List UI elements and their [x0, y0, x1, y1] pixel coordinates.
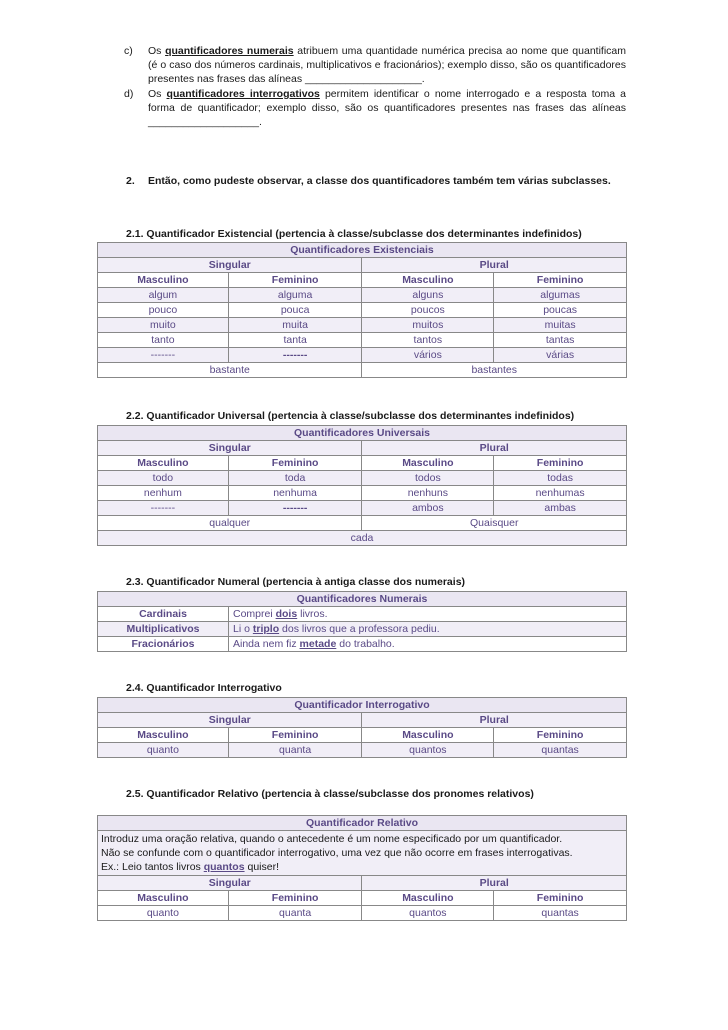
table-row	[98, 637, 627, 652]
example-text: Li o	[233, 622, 250, 635]
table-row	[98, 333, 627, 348]
table-cell: ambas	[494, 501, 627, 516]
table-cell: nenhuma	[228, 486, 362, 501]
table-cell: todo	[98, 471, 229, 486]
table-cell: bastante	[98, 363, 362, 378]
section-2-3-heading: 2.3. Quantificador Numeral (pertencia à antiga classe dos numerais)	[126, 576, 466, 588]
numeral-row-label: Fracionários	[98, 637, 229, 652]
numeral-caption: Quantificadores Numerais	[98, 592, 627, 607]
example-text: Ex.: Leio tantos livros	[101, 861, 201, 873]
numeral-row-label: Cardinais	[98, 607, 229, 622]
item-d-term: quantificadores interrogativos	[166, 88, 320, 100]
table-row	[98, 303, 627, 318]
universal-table	[97, 425, 627, 546]
section-2-4-heading: 2.4. Quantificador Interrogativo	[126, 682, 282, 694]
numeral-row-label: Multiplicativos	[98, 622, 229, 637]
interrogative-caption: Quantificador Interrogativo	[98, 698, 627, 713]
table-cell: alguma	[228, 288, 362, 303]
table-cell: cada	[98, 531, 627, 546]
table-cell: quantos	[362, 743, 494, 758]
table-row	[98, 743, 627, 758]
table-cell: quanto	[98, 743, 229, 758]
table-row	[98, 471, 627, 486]
table-cell: -------	[228, 348, 362, 363]
table-cell: nenhuns	[362, 486, 494, 501]
question-2-number: 2.	[126, 175, 135, 187]
universal-plural-header: Plural	[362, 441, 627, 456]
table-cell: tantos	[362, 333, 494, 348]
table-row	[98, 501, 627, 516]
relative-description	[98, 831, 627, 876]
universal-singular-header: Singular	[98, 441, 362, 456]
relative-singular-header: Singular	[98, 876, 362, 891]
table-cell: nenhumas	[494, 486, 627, 501]
table-row	[98, 906, 627, 921]
relative-description-line: Introduz uma oração relativa, quando o antecedente é um nome especificado por um quantificador.	[101, 833, 563, 845]
example-highlight: triplo	[252, 622, 280, 635]
table-cell: poucos	[362, 303, 494, 318]
example-text: dos livros que a professora pediu.	[282, 622, 440, 635]
column-header: Masculino	[362, 728, 494, 743]
table-cell: qualquer	[98, 516, 362, 531]
numeral-row-example	[229, 607, 627, 622]
numeral-row-example	[229, 637, 627, 652]
example-text: livros.	[300, 607, 328, 620]
example-highlight: dois	[275, 607, 298, 620]
table-row	[98, 486, 627, 501]
item-marker-c: c)	[124, 45, 133, 57]
table-cell: todas	[494, 471, 627, 486]
table-cell: muitas	[494, 318, 627, 333]
table-row	[98, 622, 627, 637]
existential-singular-header: Singular	[98, 258, 362, 273]
relative-caption: Quantificador Relativo	[98, 816, 627, 831]
section-2-5-heading: 2.5. Quantificador Relativo (pertencia à classe/subclasse dos pronomes relativos)	[126, 788, 534, 800]
column-header: Masculino	[98, 273, 229, 288]
table-cell: tanto	[98, 333, 229, 348]
column-header: Masculino	[362, 273, 494, 288]
table-row	[98, 516, 627, 531]
item-d-text: permitem identificar o nome interrogado e a resposta toma a forma de quantificador; exemplo disso, são os quantificadores presentes nas frases das alíneas ___________________.	[148, 88, 626, 128]
example-highlight: metade	[299, 637, 337, 650]
table-row	[98, 288, 627, 303]
column-header: Feminino	[228, 891, 362, 906]
item-c-paragraph	[148, 44, 626, 86]
table-cell: poucas	[494, 303, 627, 318]
column-header: Feminino	[494, 728, 627, 743]
table-row	[98, 363, 627, 378]
numeral-table	[97, 591, 627, 652]
item-c-pre: Os	[148, 45, 162, 57]
table-row	[98, 348, 627, 363]
item-c-text: atribuem uma quantidade numérica precisa ao nome que quantificam (é o caso dos números cardinais, multiplicativos e fracionários); exemplo disso, são os quantificadores presentes nas frases das alíneas ____________________.	[148, 45, 627, 85]
table-cell: bastantes	[362, 363, 627, 378]
table-cell: todos	[362, 471, 494, 486]
table-cell: quanto	[98, 906, 229, 921]
universal-caption: Quantificadores Universais	[98, 426, 627, 441]
question-2-text: Então, como pudeste observar, a classe dos quantificadores também tem várias subclasses.	[148, 175, 611, 187]
table-cell: muitos	[362, 318, 494, 333]
table-cell: alguns	[362, 288, 494, 303]
relative-example	[101, 860, 623, 874]
table-cell: ambos	[362, 501, 494, 516]
numeral-row-example	[229, 622, 627, 637]
table-cell: quanta	[228, 906, 362, 921]
example-text: quiser!	[247, 861, 279, 873]
table-cell: pouco	[98, 303, 229, 318]
table-cell: tanta	[228, 333, 362, 348]
table-row	[98, 607, 627, 622]
column-header: Masculino	[98, 891, 229, 906]
table-cell: algum	[98, 288, 229, 303]
item-c-term: quantificadores numerais	[165, 45, 294, 57]
table-row	[98, 531, 627, 546]
table-cell: Quaisquer	[362, 516, 627, 531]
table-cell: algumas	[494, 288, 627, 303]
interrogative-table	[97, 697, 627, 758]
item-marker-d: d)	[124, 88, 134, 100]
table-cell: vários	[362, 348, 494, 363]
interrogative-plural-header: Plural	[362, 713, 627, 728]
section-2-2-heading: 2.2. Quantificador Universal (pertencia à classe/subclasse dos determinantes indefinidos)	[126, 410, 575, 422]
table-cell: toda	[228, 471, 362, 486]
table-cell: -------	[98, 501, 229, 516]
interrogative-singular-header: Singular	[98, 713, 362, 728]
column-header: Masculino	[362, 891, 494, 906]
item-d-pre: Os	[148, 88, 162, 100]
table-cell: tantas	[494, 333, 627, 348]
existential-caption: Quantificadores Existenciais	[98, 243, 627, 258]
table-row	[98, 318, 627, 333]
column-header: Feminino	[494, 891, 627, 906]
table-cell: quantas	[494, 906, 627, 921]
column-header: Feminino	[228, 273, 362, 288]
relative-table	[97, 815, 627, 921]
column-header: Feminino	[228, 456, 362, 471]
column-header: Masculino	[98, 456, 229, 471]
table-cell: quantos	[362, 906, 494, 921]
example-highlight: quantos	[203, 861, 245, 873]
item-d-paragraph	[148, 87, 626, 129]
column-header: Masculino	[98, 728, 229, 743]
column-header: Feminino	[228, 728, 362, 743]
example-text: Ainda nem fiz	[233, 637, 297, 650]
table-cell: pouca	[228, 303, 362, 318]
table-cell: muita	[228, 318, 362, 333]
existential-plural-header: Plural	[362, 258, 627, 273]
relative-description-line: Não se confunde com o quantificador interrogativo, uma vez que não ocorre em frases interrogativas.	[101, 847, 573, 859]
existential-table	[97, 242, 627, 378]
relative-plural-header: Plural	[362, 876, 627, 891]
table-cell: nenhum	[98, 486, 229, 501]
table-cell: muito	[98, 318, 229, 333]
example-text: do trabalho.	[339, 637, 395, 650]
section-2-1-heading: 2.1. Quantificador Existencial (pertencia à classe/subclasse dos determinantes indefinidos)	[126, 228, 582, 240]
column-header: Feminino	[494, 456, 627, 471]
table-cell: -------	[228, 501, 362, 516]
table-cell: -------	[98, 348, 229, 363]
table-cell: quantas	[494, 743, 627, 758]
column-header: Masculino	[362, 456, 494, 471]
table-cell: várias	[494, 348, 627, 363]
table-cell: quanta	[228, 743, 362, 758]
example-text: Comprei	[233, 607, 273, 620]
column-header: Feminino	[494, 273, 627, 288]
